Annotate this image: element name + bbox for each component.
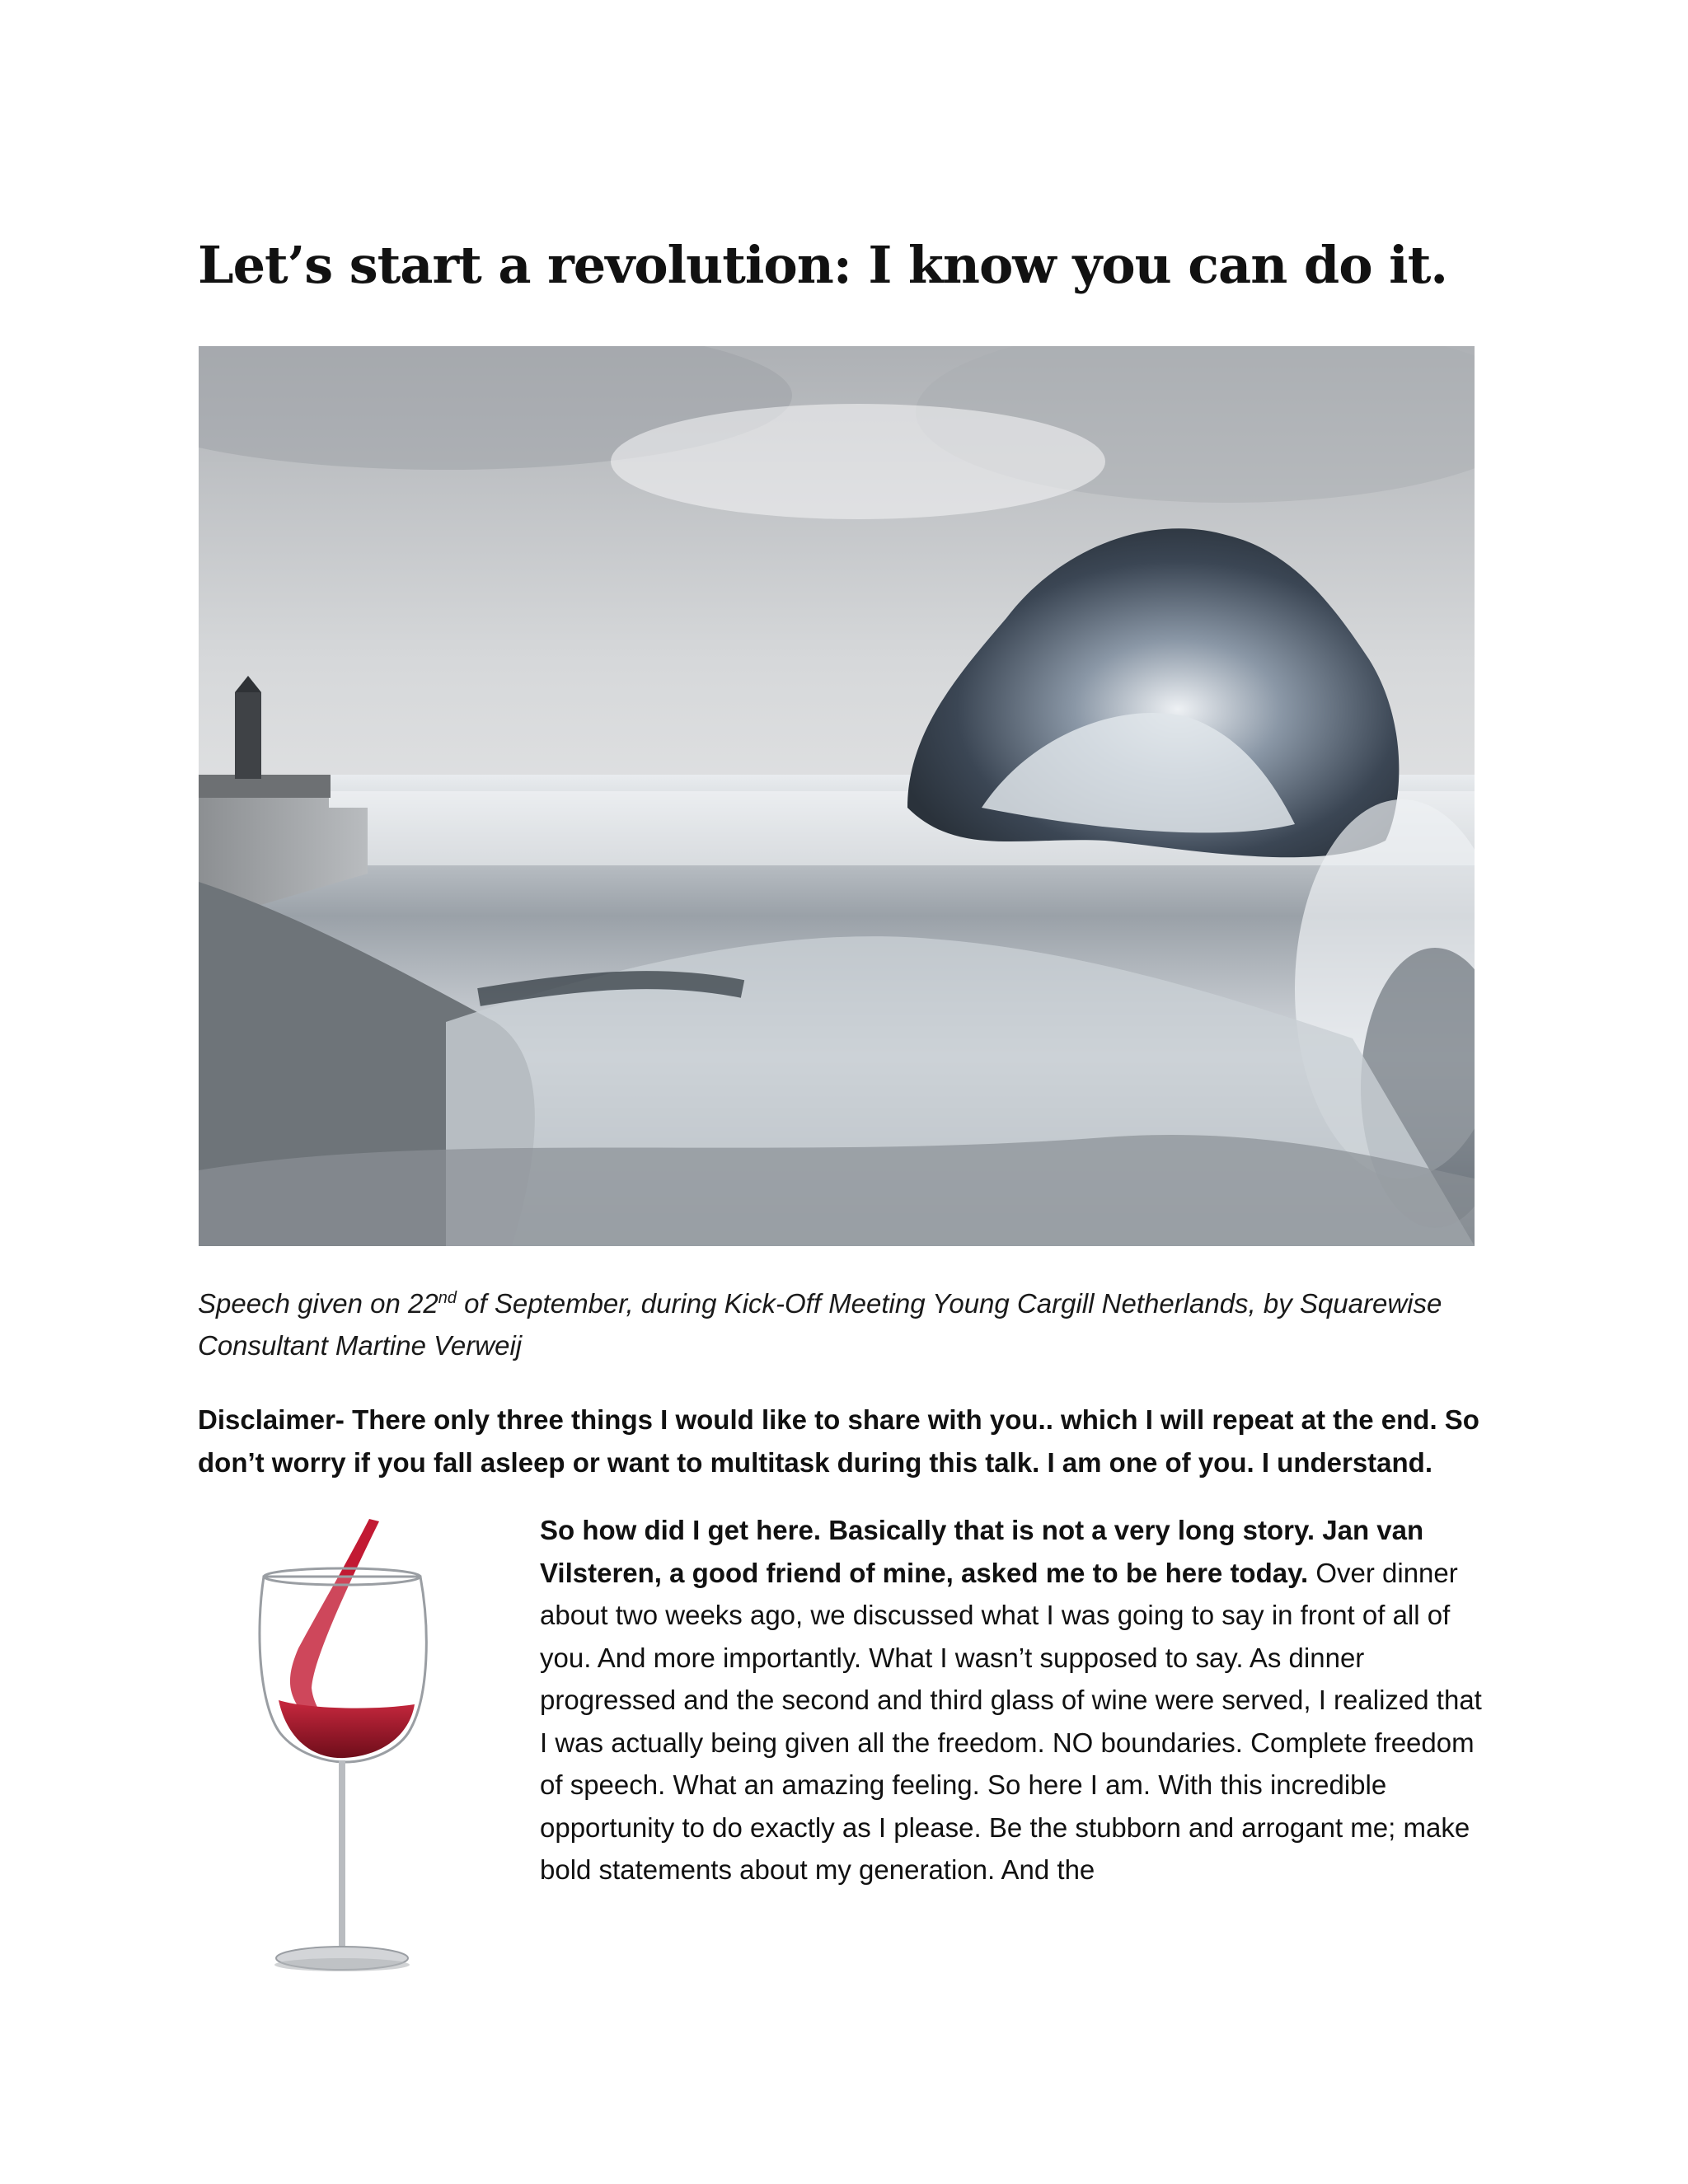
page-title: Let’s start a revolution: I know you can do it. xyxy=(198,235,1447,295)
stormy-sea-illustration xyxy=(199,346,1475,1246)
story-paragraph xyxy=(540,1509,1488,1891)
wine-glass-illustration xyxy=(247,1515,462,1985)
story-bold-intro: So how did I get here. Basically that is not a very long story. Jan van Vilsteren, a good friend of mine, asked me to be here today. xyxy=(540,1515,1424,1588)
caption-superscript: nd xyxy=(438,1289,457,1307)
story-body: Over dinner about two weeks ago, we discussed what I was going to say in front of all of you. And more importantly. What I wasn’t supposed to say. As dinner progressed and the second and third glass of wine were served, I realized that I was actually being given all the freedom. NO boundaries. Complete freedom of speech. What an amazing feeling. So here I am. With this incredible opportunity to do exactly as I please. Be the stubborn and arrogant me; make bold statements about my generation. And the xyxy=(540,1557,1482,1885)
wine-glass-image xyxy=(247,1515,462,1985)
caption-prefix: Speech given on 22 xyxy=(198,1288,438,1319)
disclaimer-paragraph: Disclaimer- There only three things I would like to share with you.. which I will repeat at the end. So don’t worry if you fall asleep or want to multitask during this talk. I am one of you. I understand. xyxy=(198,1404,1479,1478)
stormy-sea-photo xyxy=(199,346,1475,1246)
caption-suffix: of September, during Kick-Off Meeting Young Cargill Netherlands, by Squarewise Consultant Martine Verweij xyxy=(198,1288,1442,1361)
speech-caption xyxy=(198,1282,1517,1366)
